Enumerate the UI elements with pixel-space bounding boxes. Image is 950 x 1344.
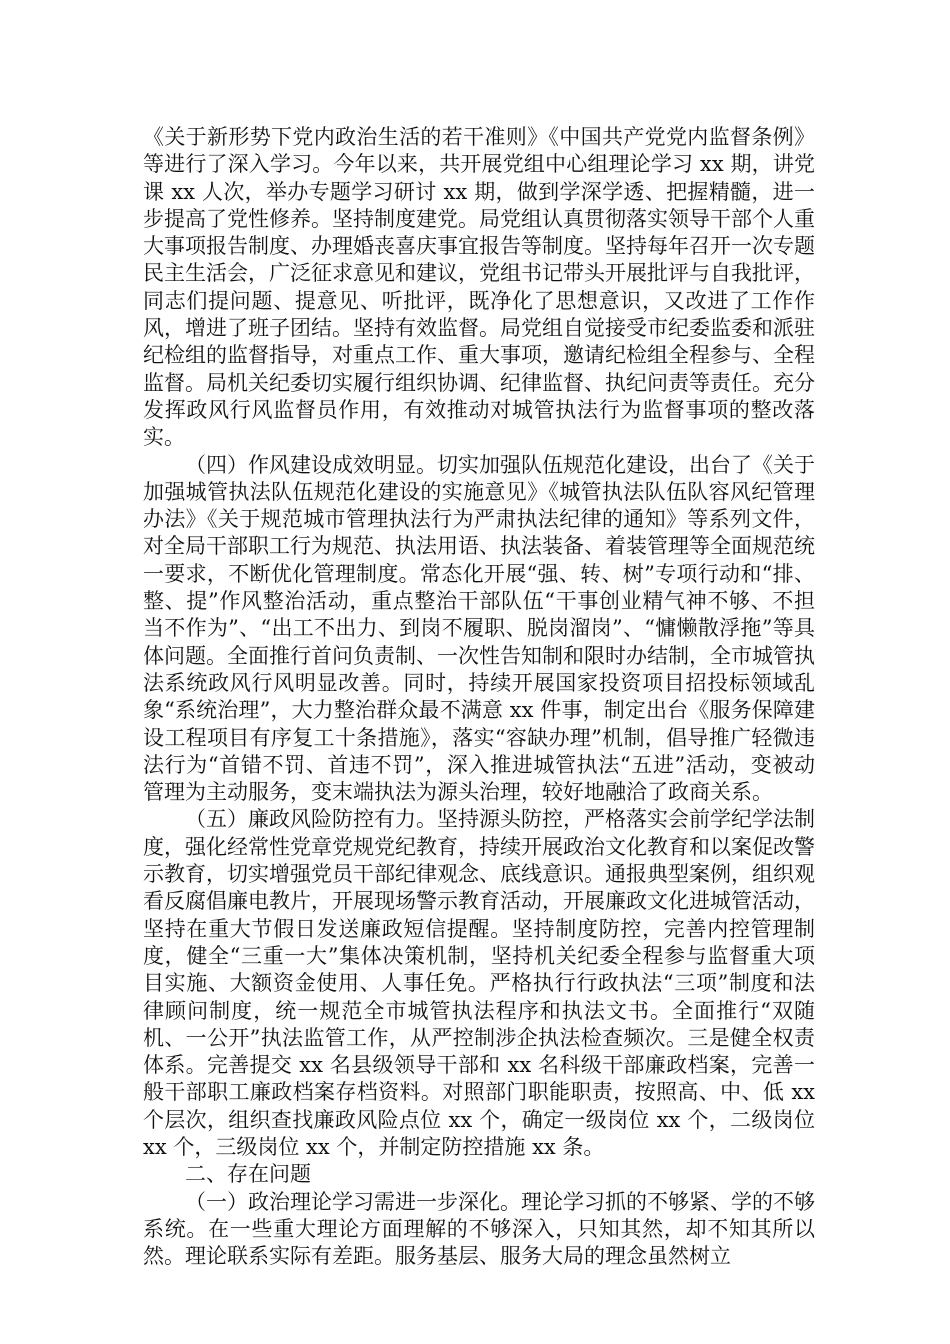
paragraph-section-4: （四）作风建设成效明显。切实加强队伍规范化建设，出台了《关于加强城管执法队伍规范化建设的实施意见》《城管执法队伍队容风纪管理办法》《关于规范城市管理执法行为严肃执法纪律的通知》等系列文件，对全局干部职工行为规范、执法用语、执法装备、着装管理等全面规范统一要求，不断优化管理制度。常态化开展“强、转、树”专项行动和“排、整、提”作风整治活动，重点整治干部队伍“干事创业精气神不够、不担当不作为”、“出工不出力、到岗不履职、脱岗溜岗”、“慵懒散浮拖”等具体问题。全面推行首问负责制、一次性告知制和限时办结制，全市城管执法系统政风行风明显改善。同时，持续开展国家投资项目招投标领域乱象“系统治理”，大力整治群众最不满意 xx 件事，制定出台《服务保障建设工程项目有序复工十条措施》，落实“容缺办理”机制，倡导推广轻微违法行为“首错不罚、首违不罚”，深入推进城管执法“五进”活动，变被动管理为主动服务，变末端执法为源头治理，较好地融洽了政商关系。 (143, 452, 815, 805)
heading-existing-problems: 二、存在问题 (185, 1162, 311, 1187)
paragraph-problem-1: （一）政治理论学习需进一步深化。理论学习抓的不够紧、学的不够系统。在一些重大理论方面理解的不够深入，只知其然，却不知其所以然。理论联系实际有差距。服务基层、服务大局的理念虽然树立 (143, 1189, 815, 1269)
paragraph-continuation: 《关于新形势下党内政治生活的若干准则》《中国共产党党内监督条例》等进行了深入学习。今年以来，共开展党组中心组理论学习 xx 期，讲党课 xx 人次，举办专题学习研讨 xx 期，做到学深学透、把握精髓，进一步提高了党性修养。坚持制度建党。局党组认真贯彻落实领导干部个人重大事项报告制度、办理婚丧喜庆事宜报告等制度。坚持每年召开一次专题民主生活会，广泛征求意见和建议，党组书记带头开展批评与自我批评，同志们提问题、提意见、听批评，既净化了思想意识，又改进了工作作风，增进了班子团结。坚持有效监督。局党组自觉接受市纪委监委和派驻纪检组的监督指导，对重点工作、重大事项，邀请纪检组全程参与、全程监督。局机关纪委切实履行组织协调、纪律监督、执纪问责等责任。充分发挥政风行风监督员作用，有效推动对城管执法行为监督事项的整改落实。 (143, 125, 815, 450)
paragraph-section-5: （五）廉政风险防控有力。坚持源头防控，严格落实会前学纪学法制度，强化经常性党章党规党纪教育，持续开展政治文化教育和以案促改警示教育，切实增强党员干部纪律观念、底线意识。通报典型案例，组织观看反腐倡廉电教片，开展现场警示教育活动，开展廉政文化进城管活动，坚持在重大节假日发送廉政短信提醒。坚持制度防控，完善内控管理制度，健全“三重一大”集体决策机制，坚持机关纪委全程参与监督重大项目实施、大额资金使用、人事任免。严格执行行政执法“三项”制度和法律顾问制度，统一规范全市城管执法程序和执法文书。全面推行“双随机、一公开”执法监管工作，从严控制涉企执法检查频次。三是健全权责体系。完善提交 xx 名县级领导干部和 xx 名科级干部廉政档案，完善一般干部职工廉政档案存档资料。对照部门职能职责，按照高、中、低 xx 个层次，组织查找廉政风险点位 xx 个，确定一级岗位 xx 个，二级岗位 xx 个，三级岗位 xx 个，并制定防控措施 xx 条。 (143, 807, 815, 1159)
document-page (143, 124, 815, 1270)
